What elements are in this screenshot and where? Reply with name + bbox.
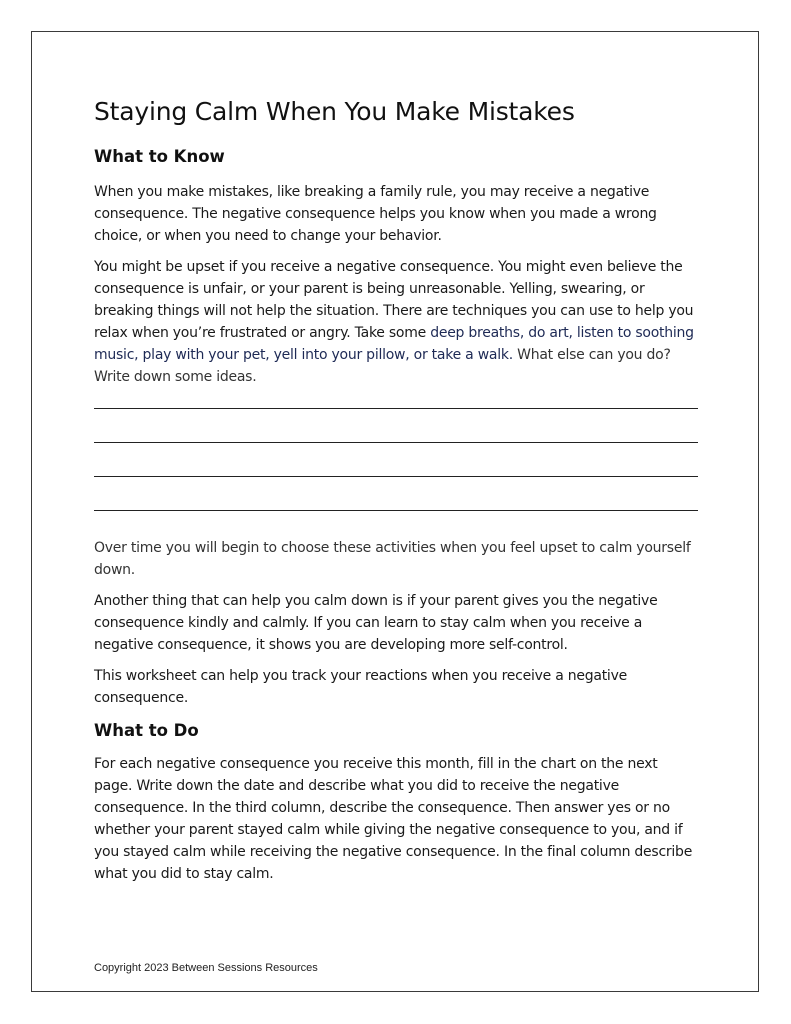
- paragraph-parent-calm: Another thing that can help you calm down is if your parent gives you the negative consequence kindly and calmly. If you can learn to stay calm when you receive a negative consequence, it shows you are developing more self-control.: [94, 593, 658, 653]
- paragraph-techniques-examples: deep breaths, do art, listen to soothing music, play with your pet, yell into your pillow, or take a walk.: [94, 325, 694, 363]
- paragraph-worksheet-purpose: This worksheet can help you track your reactions when you receive a negative consequence.: [94, 668, 627, 706]
- paragraph-over-time: Over time you will begin to choose these activities when you feel upset to calm yourself down.: [94, 540, 691, 578]
- section-heading-what-to-know: What to Know: [94, 147, 225, 166]
- paragraph-techniques: [94, 256, 698, 388]
- section-heading-what-to-do: What to Do: [94, 721, 199, 740]
- paragraph-techniques-prompt: What else can you do? Write down some ideas.: [94, 347, 671, 385]
- answer-line[interactable]: [94, 510, 698, 511]
- paragraph-intro: When you make mistakes, like breaking a family rule, you may receive a negative consequence. The negative consequence helps you know when you made a wrong choice, or when you need to change your behavior.: [94, 184, 657, 244]
- page-title: Staying Calm When You Make Mistakes: [94, 97, 575, 126]
- paragraph-techniques-start: You might be upset if you receive a negative consequence. You might even believe the consequence is unfair, or your parent is being unreasonable. Yelling, swearing, or breaking things will not help the situation. There are techniques you can use to help you relax when you’re frustrated or angry. Take some: [94, 259, 694, 341]
- answer-line[interactable]: [94, 408, 698, 409]
- answer-line[interactable]: [94, 476, 698, 477]
- copyright-footer: Copyright 2023 Between Sessions Resources: [94, 962, 318, 974]
- worksheet-body: [94, 96, 698, 885]
- paragraph-instructions: For each negative consequence you receive this month, fill in the chart on the next page. Write down the date and describe what you did to receive the negative consequence. In the third column, describe the consequence. Then answer yes or no whether your parent stayed calm while giving the negative consequence to you, and if you stayed calm while receiving the negative consequence. In the final column describe what you did to stay calm.: [94, 756, 693, 882]
- answer-line[interactable]: [94, 442, 698, 443]
- answer-lines: [94, 408, 698, 511]
